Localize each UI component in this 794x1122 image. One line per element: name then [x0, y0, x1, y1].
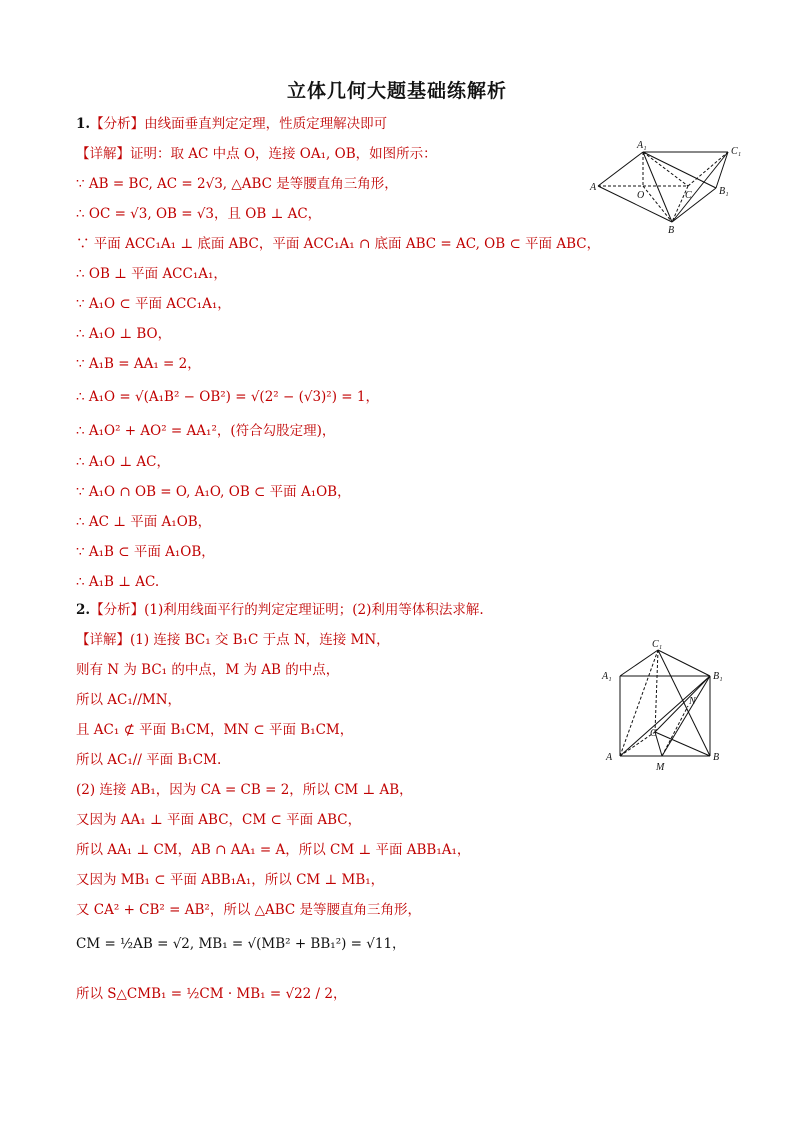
- proof-line: ∴ A₁O² + AO² = AA₁²，(符合勾股定理)，: [76, 423, 336, 439]
- proof-line: 所以 AA₁ ⊥ CM，AB ∩ AA₁ = A，所以 CM ⊥ 平面 ABB₁A₁，: [76, 842, 471, 858]
- proof-line: 则有 N 为 BC₁ 的中点，M 为 AB 的中点，: [76, 662, 340, 678]
- figure-prism-1: [588, 138, 748, 236]
- proof-line: 所以 S△CMB₁ = ½CM · MB₁ = √22 / 2，: [76, 986, 347, 1002]
- problem-1-number: 1.: [76, 116, 91, 132]
- proof-line: ∴ AC ⊥ 平面 A₁OB，: [76, 514, 212, 530]
- proof-line: 所以 AC₁// 平面 B₁CM.: [76, 752, 222, 768]
- proof-line: ∴ A₁O ⊥ AC，: [76, 454, 170, 470]
- proof-line: ∵ AB = BC, AC = 2√3, △ABC 是等腰直角三角形，: [76, 176, 398, 192]
- figure-label: A₁: [637, 140, 647, 151]
- proof-line: 且 AC₁ ⊄ 平面 B₁CM，MN ⊂ 平面 B₁CM，: [76, 722, 354, 738]
- analysis-text: (1)利用线面平行的判定定理证明；(2)利用等体积法求解.: [144, 602, 484, 618]
- detail-tag: 【详解】: [76, 632, 130, 648]
- figure-label: B: [713, 752, 720, 763]
- problem-2-number: 2.: [76, 602, 91, 618]
- figure-label: B₁: [713, 671, 723, 682]
- figure-label: C: [685, 190, 692, 201]
- proof-line: 所以 AC₁//MN，: [76, 692, 182, 708]
- figure-label: B₁: [719, 186, 729, 197]
- figure-label: A: [606, 752, 613, 763]
- proof-line: 又因为 AA₁ ⊥ 平面 ABC，CM ⊂ 平面 ABC，: [76, 812, 362, 828]
- problem-2-detail-line: [76, 630, 390, 650]
- figure-label: C: [650, 728, 657, 739]
- proof-line: 又因为 MB₁ ⊂ 平面 ABB₁A₁，所以 CM ⊥ MB₁，: [76, 872, 385, 888]
- proof-line: (2) 连接 AB₁，因为 CA = CB = 2，所以 CM ⊥ AB，: [76, 782, 413, 798]
- figure-prism-2: [600, 636, 730, 776]
- proof-line: ∴ A₁O ⊥ BO，: [76, 326, 172, 342]
- proof-line: ∴ OB ⊥ 平面 ACC₁A₁，: [76, 266, 227, 282]
- detail-tag: 【详解】: [76, 146, 130, 162]
- proof-line: ∵ A₁B ⊂ 平面 A₁OB，: [76, 544, 215, 560]
- proof-line: 证明：取 AC 中点 O，连接 OA₁, OB，如图所示：: [130, 146, 437, 162]
- proof-line: ∵ 平面 ACC₁A₁ ⊥ 底面 ABC，平面 ACC₁A₁ ∩ 底面 ABC = AC, OB ⊂ 平面 ABC，: [76, 236, 601, 252]
- analysis-tag: 【分析】: [90, 602, 145, 618]
- figure-label: A₁: [602, 671, 612, 682]
- figure-label: B: [668, 225, 675, 236]
- figure-label: N: [689, 696, 696, 707]
- problem-2-analysis: [76, 600, 484, 620]
- problem-1-detail-line: [76, 144, 437, 164]
- proof-line: ∵ A₁O ⊂ 平面 ACC₁A₁，: [76, 296, 231, 312]
- figure-label: M: [656, 762, 665, 773]
- proof-line: ∵ A₁B = AA₁ = 2，: [76, 356, 201, 372]
- proof-line: ∴ A₁B ⊥ AC.: [76, 574, 160, 590]
- analysis-text: 由线面垂直判定定理，性质定理解决即可: [144, 116, 388, 132]
- figure-label: C₁: [652, 639, 663, 650]
- figure-label: C₁: [731, 146, 742, 157]
- problem-1-analysis: [76, 114, 387, 134]
- proof-line: 又 CA² + CB² = AB²，所以 △ABC 是等腰直角三角形，: [76, 902, 422, 918]
- proof-line: ∵ A₁O ∩ OB = O, A₁O, OB ⊂ 平面 A₁OB，: [76, 484, 351, 500]
- analysis-tag: 【分析】: [90, 116, 145, 132]
- figure-label: A: [590, 182, 597, 193]
- figure-label: O: [637, 190, 645, 201]
- page-title: 立体几何大题基础练解析: [286, 80, 507, 102]
- proof-line: CM = ½AB = √2, MB₁ = √(MB² + BB₁²) = √11，: [76, 936, 406, 952]
- proof-line: (1) 连接 BC₁ 交 B₁C 于点 N，连接 MN，: [130, 632, 390, 648]
- proof-line: ∴ A₁O = √(A₁B² − OB²) = √(2² − (√3)²) = 1，: [76, 389, 379, 405]
- proof-line: ∴ OC = √3, OB = √3，且 OB ⊥ AC，: [76, 206, 322, 222]
